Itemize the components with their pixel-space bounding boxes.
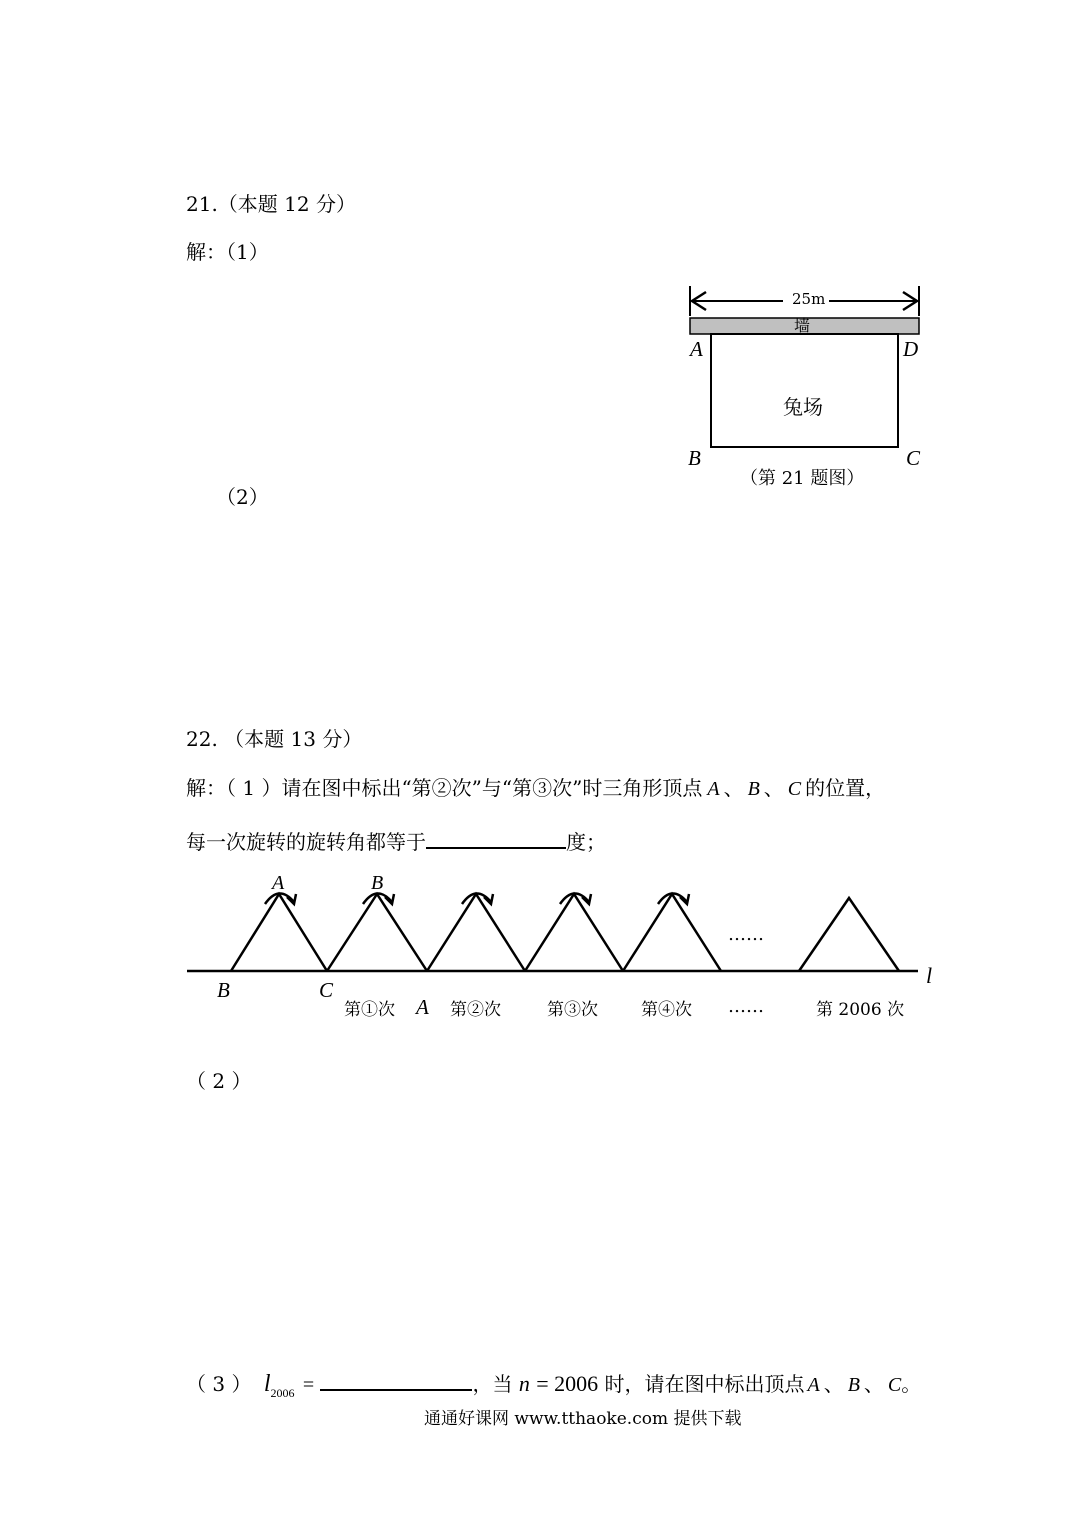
q22-part3-suffix: 时，请在图中标出顶点 [604,1372,805,1396]
step-1-label: 第①次 [344,1000,395,1020]
triangle-2006 [799,898,899,971]
q22-part3-c: C [887,1374,902,1396]
ellipsis-upper: …… [728,924,764,945]
step-4-label: 第④次 [641,1000,692,1020]
q22-part1-suffix: 的位置， [805,776,886,800]
q22-vertex-a: A [707,778,720,800]
step-2-label: 第②次 [450,1000,501,1020]
triangle-1-top-label: A [272,872,285,894]
q22-header: 22. （本题 13 分） [186,727,363,751]
q22-part3-sub: 2006 [270,1386,295,1400]
q22-part3-end: 。 [901,1372,922,1396]
line-l-label: l [926,963,933,988]
q22-part3-n: n [518,1371,530,1396]
q21-part2-label: （2） [216,485,269,509]
q22-part3-when: ，当 [472,1372,513,1396]
ellipsis-lower: …… [728,996,764,1017]
step-2006-label: 第 2006 次 [816,1000,905,1020]
wall-label: 墙 [794,316,811,335]
q22-part1-line2-prefix: 每一次旋转的旋转角都等于 [186,830,426,854]
q22-part3-sep1: 、 [823,1372,844,1396]
triangle-1 [231,894,327,971]
base-a-label: A [416,995,429,1019]
q22-part1-prefix: 解：（ 1 ）请在图中标出“第②次”与“第③次”时三角形顶点 [186,776,703,800]
vertex-b-label: B [688,446,701,470]
base-c-label: C [319,978,334,1002]
q22-part2-label: （ 2 ） [186,1069,252,1093]
vertex-d-label: D [903,337,919,361]
q21-solution-label: 解：（1） [186,240,269,264]
l2006-answer-blank[interactable] [320,1369,472,1391]
dimension-label-25m: 25m [792,290,826,308]
q22-part1-line2-suffix: 度； [566,830,606,854]
vertex-a-label: A [690,337,703,361]
q22-vertex-c: C [787,778,802,800]
q22-part3-n-value: = 2006 [536,1371,599,1396]
triangle-3 [427,894,525,971]
triangle-4 [525,894,623,971]
q22-part3-a: A [807,1374,820,1396]
q22-part3-eq: = [302,1374,315,1396]
page-footer: 通通好课网 www.tthaoke.com 提供下载 [424,1409,742,1429]
q22-part3-l: l [263,1371,271,1397]
step-3-label: 第③次 [547,1000,598,1020]
q21-figure-caption: （第 21 题图） [740,468,865,489]
q22-part3-b: B [847,1374,860,1396]
q22-sep2: 、 [763,776,784,800]
triangle-5 [623,894,721,971]
q22-part3-label: （ 3 ） [186,1372,252,1396]
q22-sep1: 、 [723,776,744,800]
base-b-label: B [217,978,230,1002]
vertex-c-label: C [906,446,921,470]
q21-header: 21.（本题 12 分） [186,192,356,216]
q22-part3-line [186,1369,922,1400]
triangle-2-top-label: B [371,872,384,894]
q22-part3-sep2: 、 [863,1372,884,1396]
q22-vertex-b: B [747,778,760,800]
triangle-2 [327,894,427,971]
field-label: 兔场 [783,395,823,419]
